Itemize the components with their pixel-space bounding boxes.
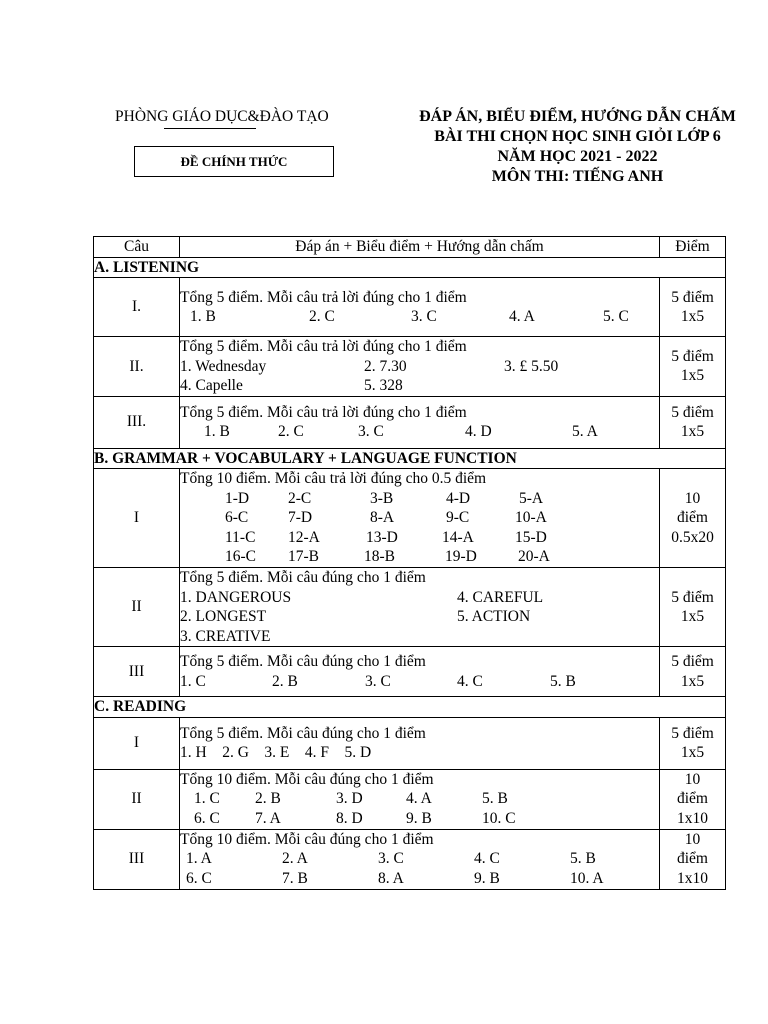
score-unit: điểm <box>677 509 708 527</box>
answer-item: 17-B <box>288 548 319 566</box>
answer-item: 1-D <box>225 489 250 507</box>
answer-key-table <box>93 236 726 890</box>
header-cau: Câu <box>94 237 180 258</box>
table-row <box>94 769 726 829</box>
section-row <box>94 697 726 718</box>
score-formula: 1x5 <box>680 608 705 625</box>
table-row <box>94 396 726 448</box>
answer-item: 5. B <box>482 790 508 808</box>
section-listening: A. LISTENING <box>94 257 726 278</box>
department-name: PHÒNG GIÁO DỤC&ĐÀO TẠO <box>115 108 329 125</box>
answer-row <box>180 672 659 692</box>
answer-item: 15-D <box>515 528 547 546</box>
score-cell <box>660 647 726 697</box>
answer-row <box>180 809 659 829</box>
answer-item: 13-D <box>366 528 398 546</box>
answer-item: 11-C <box>225 528 256 546</box>
answer-item: 3. £ 5.50 <box>504 357 559 375</box>
answer-item: 1. Wednesday <box>180 357 267 375</box>
answer-item: 4. A <box>509 308 535 325</box>
question-number: II. <box>94 337 180 397</box>
scoring-note: Tổng 5 điểm. Mỗi câu đúng cho 1 điểm <box>180 569 426 586</box>
answer-item: 2. LONGEST <box>180 608 267 625</box>
score-total: 5 điểm <box>671 653 714 670</box>
score-unit: điểm <box>677 850 708 868</box>
question-number: III <box>94 829 180 889</box>
header-content: Đáp án + Biểu điểm + Hướng dẫn chấm <box>180 237 660 258</box>
answer-item: 6-C <box>225 509 249 527</box>
answer-item: 19-D <box>445 548 477 566</box>
answer-item: 1. DANGEROUS <box>180 588 292 606</box>
answer-row <box>180 789 659 809</box>
answer-cell <box>180 278 660 337</box>
header-diem: Điểm <box>660 237 726 258</box>
score-formula: 1x10 <box>677 869 708 887</box>
answer-item: 2. 7.30 <box>364 357 407 375</box>
scoring-note: Tổng 5 điểm. Mỗi câu đúng cho 1 điểm <box>180 724 426 742</box>
question-number: II <box>94 568 180 647</box>
answer-row <box>180 869 659 889</box>
score-formula: 1x5 <box>680 672 705 690</box>
answer-item: 7. A <box>255 809 281 827</box>
answer-item: 8-A <box>370 509 395 527</box>
answer-cell <box>180 396 660 448</box>
answer-item: 8. D <box>336 809 363 827</box>
answer-item: 5-A <box>519 489 544 507</box>
scoring-note: Tổng 10 điểm. Mỗi câu đúng cho 1 điểm <box>180 830 434 848</box>
score-cell <box>660 769 726 829</box>
answer-cell <box>180 647 660 697</box>
score-cell <box>660 337 726 397</box>
score-formula: 1x10 <box>677 809 708 827</box>
answer-item: 5. B <box>550 672 576 690</box>
scoring-note: Tổng 10 điểm. Mỗi câu trả lời đúng cho 0.5 điểm <box>180 470 487 488</box>
answer-row <box>180 422 659 442</box>
answer-item: 5. 328 <box>364 377 403 394</box>
table-row <box>94 829 726 889</box>
answer-item: 3. C <box>411 308 437 325</box>
answer-item: 3. C <box>358 423 384 440</box>
answer-item: 8. A <box>378 869 404 887</box>
answer-item: 2. C <box>309 308 335 325</box>
score-cell <box>660 278 726 337</box>
answer-item: 1. C <box>180 672 206 690</box>
title-line-2: BÀI THI CHỌN HỌC SINH GIỎI LỚP 6 <box>434 128 721 145</box>
answer-row <box>180 588 659 608</box>
answer-item: 1. B <box>204 423 230 440</box>
answer-item: 5. B <box>570 850 596 868</box>
answer-row <box>180 508 659 528</box>
answer-item: 5. A <box>572 423 598 440</box>
answer-item: 4. CAREFUL <box>457 588 544 606</box>
answer-item: 14-A <box>442 528 474 546</box>
section-row <box>94 448 726 469</box>
score-formula: 1x5 <box>680 308 705 325</box>
answer-item: 4. C <box>457 672 483 690</box>
table-row <box>94 717 726 769</box>
score-total: 5 điểm <box>671 588 714 606</box>
score-cell <box>660 829 726 889</box>
answer-item: 2. C <box>278 423 304 440</box>
answer-item: 4-D <box>446 489 471 507</box>
score-cell <box>660 568 726 647</box>
answer-item: 6. C <box>186 869 212 887</box>
answer-item: 4. Capelle <box>180 377 243 394</box>
answer-cell <box>180 469 660 568</box>
answer-item: 20-A <box>518 548 550 566</box>
title-line-3: NĂM HỌC 2021 - 2022 <box>497 148 658 165</box>
answer-item: 12-A <box>288 528 320 546</box>
answer-item: 10-A <box>515 509 547 527</box>
answer-item: 10. A <box>570 869 604 887</box>
answer-row <box>180 528 659 548</box>
official-label: ĐỀ CHÍNH THỨC <box>134 146 334 177</box>
answer-item: 1. B <box>190 308 216 325</box>
scoring-note: Tổng 5 điểm. Mỗi câu trả lời đúng cho 1 điểm <box>180 338 467 355</box>
department-underline <box>164 128 256 129</box>
answer-item: 7-D <box>288 509 313 527</box>
score-cell <box>660 717 726 769</box>
answer-item: 18-B <box>364 548 395 566</box>
answer-item: 2-C <box>288 489 312 507</box>
answer-cell <box>180 717 660 769</box>
answer-item: 3. C <box>378 850 404 868</box>
scoring-note: Tổng 5 điểm. Mỗi câu đúng cho 1 điểm <box>180 653 426 670</box>
score-formula: 1x5 <box>680 367 705 385</box>
answer-item: 7. B <box>282 869 308 887</box>
table-row <box>94 647 726 697</box>
question-number: III. <box>94 396 180 448</box>
answer-cell <box>180 337 660 397</box>
answer-row <box>180 357 659 377</box>
answer-item: 2. B <box>272 672 298 690</box>
answer-item: 5. C <box>603 308 629 325</box>
answer-item: 2. B <box>255 790 281 808</box>
score-total: 5 điểm <box>671 403 714 421</box>
answer-item: 3. CREATIVE <box>180 627 271 645</box>
answer-row <box>180 627 659 647</box>
score-total: 10 <box>684 770 701 788</box>
section-row <box>94 257 726 278</box>
answer-item: 10. C <box>482 809 516 827</box>
answer-row <box>180 607 659 627</box>
section-reading: C. READING <box>94 697 726 718</box>
answer-cell <box>180 769 660 829</box>
score-formula: 1x5 <box>680 423 705 440</box>
answer-row <box>180 849 659 869</box>
answer-item: 4. C <box>474 850 500 868</box>
score-cell <box>660 396 726 448</box>
answer-item: 4. A <box>406 790 432 808</box>
answer-row <box>180 376 659 396</box>
question-number: II <box>94 769 180 829</box>
answer-row <box>180 547 659 567</box>
answer-item: 3. D <box>336 790 363 808</box>
answer-item: 2. A <box>282 850 308 868</box>
question-number: I. <box>94 278 180 337</box>
answer-item: 9-C <box>446 509 470 527</box>
question-number: I <box>94 469 180 568</box>
score-total: 5 điểm <box>671 724 714 742</box>
answer-row: 1. H 2. G 3. E 4. F 5. D <box>180 744 372 761</box>
score-total: 5 điểm <box>671 347 714 365</box>
scoring-note: Tổng 5 điểm. Mỗi câu trả lời đúng cho 1 điểm <box>180 288 467 306</box>
table-row <box>94 337 726 397</box>
answer-row <box>180 307 659 327</box>
scoring-note: Tổng 10 điểm. Mỗi câu đúng cho 1 điểm <box>180 770 434 788</box>
answer-item: 1. A <box>186 850 212 868</box>
table-row <box>94 278 726 337</box>
answer-item: 9. B <box>474 869 500 887</box>
table-row <box>94 469 726 568</box>
score-total: 10 <box>684 830 701 848</box>
answer-item: 16-C <box>225 548 256 566</box>
answer-item: 4. D <box>465 423 492 440</box>
answer-row <box>180 489 659 509</box>
table-row <box>94 568 726 647</box>
question-number: III <box>94 647 180 697</box>
answer-cell <box>180 829 660 889</box>
score-unit: điểm <box>677 790 708 808</box>
answer-item: 5. ACTION <box>457 608 531 625</box>
scoring-note: Tổng 5 điểm. Mỗi câu trả lời đúng cho 1 điểm <box>180 403 467 421</box>
score-formula: 0.5x20 <box>671 528 714 546</box>
answer-item: 6. C <box>194 809 220 827</box>
answer-item: 9. B <box>406 809 432 827</box>
table-header-row <box>94 237 726 258</box>
section-grammar: B. GRAMMAR + VOCABULARY + LANGUAGE FUNCTION <box>94 448 726 469</box>
title-line-4: MÔN THI: TIẾNG ANH <box>491 168 664 185</box>
score-total: 5 điểm <box>671 288 714 306</box>
document-title <box>380 107 768 187</box>
answer-cell <box>180 568 660 647</box>
score-total: 10 <box>684 489 701 507</box>
answer-item: 1. C <box>194 790 220 808</box>
answer-item: 3-B <box>370 489 394 507</box>
title-line-1: ĐÁP ÁN, BIỂU ĐIỂM, HƯỚNG DẪN CHẤM <box>419 108 736 125</box>
score-formula: 1x5 <box>680 744 705 761</box>
answer-item: 3. C <box>365 672 391 690</box>
score-cell <box>660 469 726 568</box>
question-number: I <box>94 717 180 769</box>
